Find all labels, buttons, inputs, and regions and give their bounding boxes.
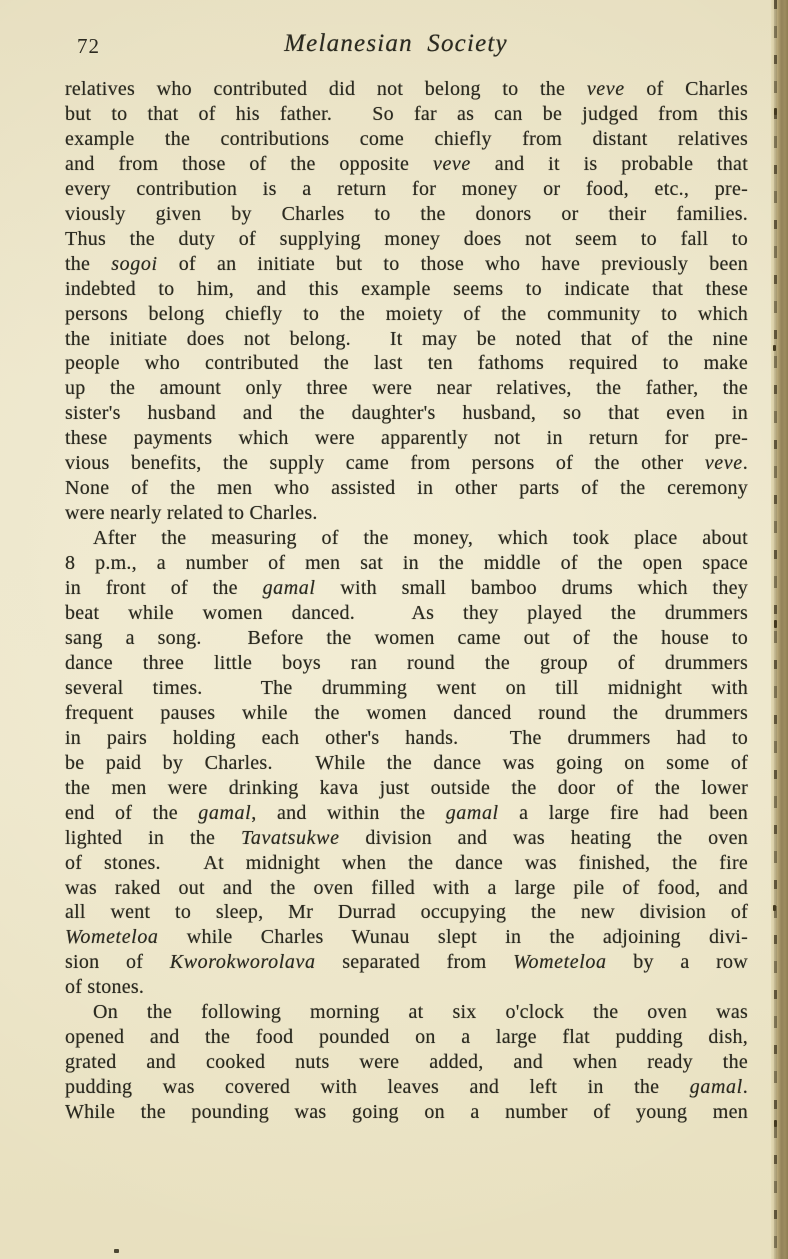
text-line: pudding was covered with leaves and left in the gamal. (65, 1076, 748, 1099)
text-line: people who contributed the last ten fathoms required to make (65, 352, 748, 375)
running-head (65, 30, 747, 60)
text-line: the initiate does not belong. It may be noted that of the nine (65, 327, 748, 350)
text-line: these payments which were apparently not in return for pre- (65, 427, 748, 450)
text-line: be paid by Charles. While the dance was going on some of (65, 751, 748, 774)
text-line: of stones. (65, 976, 145, 999)
text-line: several times. The drumming went on till midnight with (65, 676, 748, 699)
text-line: beat while women danced. As they played the drummers (65, 602, 748, 625)
text-line: Thus the duty of supplying money does not seem to fall to (65, 227, 748, 250)
text-line: sang a song. Before the women came out of the house to (65, 626, 748, 649)
text-line: end of the gamal, and within the gamal a large fire had been (65, 801, 748, 824)
text-line: frequent pauses while the women danced round the drummers (65, 701, 748, 724)
text-line: in pairs holding each other's hands. The drummers had to (65, 726, 748, 749)
ink-speck (114, 1249, 119, 1253)
page-text-block (65, 77, 748, 1125)
text-line: sister's husband and the daughter's husband, so that even in (65, 402, 748, 425)
text-line: the men were drinking kava just outside the door of the lower (65, 776, 748, 799)
page-number: 72 (77, 34, 100, 58)
text-line: but to that of his father. So far as can be judged from this (65, 102, 748, 125)
text-line: opened and the food pounded on a large flat pudding dish, (65, 1026, 748, 1049)
scan-speck (774, 620, 777, 628)
text-line: vious benefits, the supply came from persons of the other veve. (65, 452, 748, 475)
text-line: viously given by Charles to the donors or their families. (65, 202, 748, 225)
scan-speck (774, 108, 777, 115)
text-line: relatives who contributed did not belong to the veve of Charles (65, 78, 748, 100)
scan-speck (773, 905, 776, 911)
text-line: every contribution is a return for money or food, etc., pre- (65, 177, 748, 200)
text-line: and from those of the opposite veve and it is probable that (65, 152, 748, 175)
text-line: sion of Kworokworolava separated from Wometeloa by a row (65, 951, 749, 974)
scan-speck (774, 1120, 777, 1127)
text-line: grated and cooked nuts were added, and when ready the (65, 1051, 748, 1074)
text-line: On the following morning at six o'clock the oven was (93, 1001, 748, 1024)
text-line: While the pounding was going on a number of young men (65, 1101, 748, 1124)
text-line: were nearly related to Charles. (65, 502, 318, 525)
text-line: None of the men who assisted in other parts of the ceremony (65, 477, 748, 500)
scanned-page-edge (771, 0, 788, 1259)
text-line: 8 p.m., a number of men sat in the middle of the open space (65, 552, 748, 575)
text-line: of stones. At midnight when the dance was finished, the fire (65, 851, 748, 874)
text-line: Wometeloa while Charles Wunau slept in the adjoining divi- (65, 926, 748, 949)
text-line: After the measuring of the money, which took place about (93, 527, 748, 550)
text-line: was raked out and the oven filled with a large pile of food, and (65, 876, 748, 899)
text-line: persons belong chiefly to the moiety of the community to which (65, 302, 748, 325)
text-line: the sogoi of an initiate but to those who have previously been (65, 252, 749, 275)
text-line: dance three little boys ran round the group of drummers (65, 651, 748, 674)
running-title: Melanesian Society (284, 30, 508, 57)
text-line: lighted in the Tavatsukwe division and was heating the oven (65, 826, 748, 849)
scan-speck (773, 345, 776, 351)
page-edge-shadow-line (774, 0, 777, 1259)
text-line: indebted to him, and this example seems to indicate that these (65, 277, 748, 300)
text-line: all went to sleep, Mr Durrad occupying the new division of (65, 901, 748, 924)
text-line: in front of the gamal with small bamboo drums which they (65, 577, 748, 600)
text-line: example the contributions come chiefly from distant relatives (65, 127, 748, 150)
text-line: up the amount only three were near relatives, the father, the (65, 377, 748, 400)
